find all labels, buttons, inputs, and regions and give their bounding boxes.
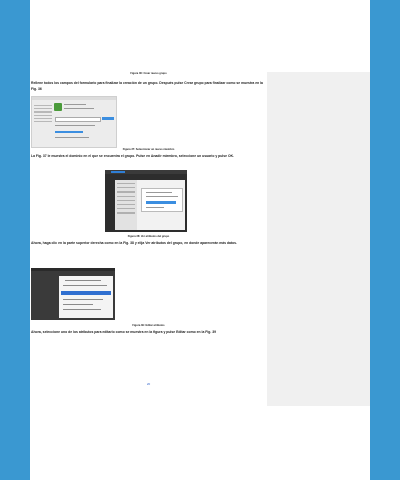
page-number[interactable]: 20 (146, 382, 151, 386)
screenshot-group-attributes (31, 268, 115, 320)
figure-caption: Figura 38: Ver atributos del grupo (127, 235, 170, 238)
paragraph: La Fig. 37 le muestra el dominio en el que se encuentra el grupo. Pulse en Anadir miembro, seleccione un usuario y pulse OK. (31, 154, 234, 158)
figure-caption: Figura 37: Seleccionar un nuevo miembro (122, 148, 175, 151)
figure-caption: Figura 36: Crear nuevo grupo (130, 72, 167, 75)
screenshot-create-group (31, 96, 117, 148)
paragraph: Ahora, seleccione uno de los atributos para editarlo como se muestra en la figura y pulse Editar como en la Fig. 39 (31, 330, 217, 334)
paragraph: Rellene todos los campos del formulario para finalizar la creación de un grupo. Después pulse Crear grupo para finalizar como se muestra en la Fig. 36 (31, 81, 263, 91)
sidebar-panel (267, 72, 370, 406)
group-icon (54, 103, 62, 111)
paragraph: Ahora, haga clic en la parte superior derecha como en la Fig. 38 y elija Ver atributos del grupo, en donde aparecerán más datos. (31, 241, 237, 245)
screenshot-add-member (105, 170, 187, 232)
figure-caption: Figura 39: Editar atributos (132, 324, 165, 327)
